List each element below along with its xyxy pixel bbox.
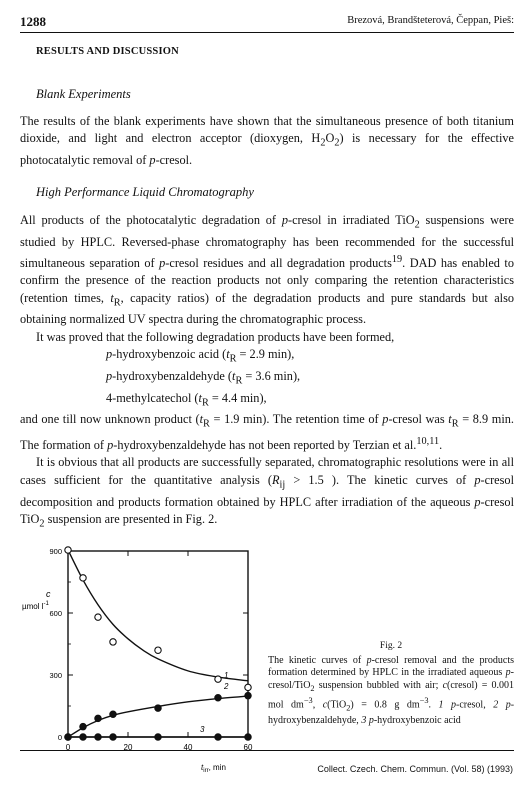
text: suspension bubbled with air; bbox=[314, 679, 443, 691]
text: and one till now unknown product ( bbox=[20, 412, 200, 427]
text: 2 bbox=[310, 683, 315, 693]
subheading-blank: Blank Experiments bbox=[36, 87, 131, 101]
text: -cresol. bbox=[155, 153, 193, 168]
text: p bbox=[149, 153, 156, 168]
text: The kinetic curves of bbox=[268, 654, 367, 666]
x-axis-label bbox=[201, 763, 226, 774]
text: irr bbox=[203, 768, 209, 774]
text: -hydroxybenzaldehyde, bbox=[268, 699, 515, 727]
text: t bbox=[201, 763, 204, 772]
text: t bbox=[226, 347, 230, 362]
text: ) is necessary for the effective photocatalytic removal of bbox=[20, 131, 514, 168]
data-point-series-2 bbox=[95, 715, 101, 721]
data-point-series-3 bbox=[155, 734, 161, 740]
text: > 1.5 ). The kinetic curves of bbox=[285, 472, 475, 487]
data-point-series-1 bbox=[215, 676, 221, 682]
data-point-series-3 bbox=[95, 734, 101, 740]
data-point-series-1 bbox=[155, 647, 161, 653]
text: -cresol TiO bbox=[20, 494, 514, 526]
x-tick-label: 0 bbox=[65, 743, 71, 752]
bottom-rule bbox=[20, 750, 514, 751]
page-number: 1288 bbox=[20, 14, 46, 29]
y-axis-label-c: c bbox=[46, 589, 51, 599]
text: 2 bbox=[334, 137, 340, 149]
paragraph-unknown-product bbox=[20, 411, 514, 454]
data-point-series-1 bbox=[110, 639, 116, 645]
text: R bbox=[229, 353, 237, 365]
list-item bbox=[106, 368, 514, 390]
text: -cresol removal and the products formation determined by HPLC in the irradiated aqueous bbox=[268, 654, 514, 679]
text: suspensions were studied by HPLC. Reversed-phase chromatography has been recommended for the successful simultaneous separation of bbox=[20, 213, 514, 271]
y-axis-label-unit bbox=[22, 601, 49, 611]
text: t bbox=[232, 368, 236, 383]
text: p bbox=[366, 654, 372, 666]
data-point-series-3 bbox=[80, 734, 86, 740]
chart-svg bbox=[18, 537, 266, 777]
text: -cresol/TiO bbox=[268, 667, 514, 691]
text: p bbox=[159, 256, 166, 271]
text: (TiO bbox=[327, 699, 347, 711]
text: All products of the photocatalytic degradation of bbox=[20, 213, 282, 227]
text: -cresol decomposition and products formation obtained by HPLC after irradiation of the aqueous bbox=[20, 472, 514, 509]
x-tick-label: 20 bbox=[123, 743, 133, 752]
subheading-hplc: High Performance Liquid Chromatography bbox=[36, 185, 254, 199]
text: p bbox=[474, 494, 481, 509]
text: , capacity ratios) of the degradation products and pure standards but also obtaining normalized UV spectra during the chromatographic process. bbox=[20, 290, 514, 327]
paragraph-hplc bbox=[20, 212, 514, 533]
text: ) = 0.8 g dm bbox=[350, 699, 420, 711]
data-point-series-1 bbox=[95, 614, 101, 620]
text: The results of the blank experiments have shown that the simultaneous presence of both titanium dioxide, and light and electron acceptor (dioxygen, H bbox=[20, 114, 514, 146]
text: t bbox=[110, 290, 114, 305]
text: -1 bbox=[43, 601, 49, 607]
kinetic-curves-chart bbox=[18, 537, 266, 777]
text: R bbox=[272, 472, 280, 487]
paragraph-resolution bbox=[20, 454, 514, 532]
text: 19 bbox=[391, 254, 403, 266]
data-point-series-2 bbox=[110, 711, 116, 717]
curve-label-3: 3 bbox=[200, 724, 205, 734]
page-header bbox=[20, 14, 514, 33]
y-tick-label: 900 bbox=[49, 547, 62, 556]
text: R bbox=[203, 418, 210, 430]
text: µmol l bbox=[22, 602, 44, 611]
text: t bbox=[198, 390, 202, 405]
chart-layer bbox=[49, 547, 253, 752]
text: 10,11 bbox=[416, 436, 440, 448]
data-point-series-2 bbox=[155, 705, 161, 711]
text: It is obvious that all products are successfully separated, chromatographic resolutions were in all cases sufficient for the quantitative analysis ( bbox=[20, 455, 514, 487]
text: O bbox=[325, 131, 335, 146]
text: R bbox=[201, 397, 209, 409]
text: = 8.9 min. The formation of bbox=[20, 412, 514, 453]
text: -cresol was bbox=[388, 412, 449, 427]
data-point-series-3 bbox=[110, 734, 116, 740]
text: p bbox=[474, 472, 481, 487]
text: = 2.9 min), bbox=[236, 347, 295, 362]
text: . DAD has enabled to confirm the presence of the reaction products not only comparing the retention characteristics (retention times, bbox=[20, 256, 514, 305]
text: -cresol, bbox=[456, 699, 494, 711]
curve-label-2: 2 bbox=[224, 682, 229, 692]
text: 1 p bbox=[438, 699, 456, 711]
text: suspension are presented in Fig. 2. bbox=[44, 511, 218, 526]
y-tick-label: 600 bbox=[49, 609, 62, 618]
product-list bbox=[20, 346, 514, 411]
y-tick-label: 0 bbox=[57, 733, 62, 742]
text: 2 bbox=[414, 219, 420, 231]
x-tick-label: 60 bbox=[243, 743, 253, 752]
text: R bbox=[451, 418, 459, 430]
text: p bbox=[505, 667, 511, 679]
text: c bbox=[322, 699, 328, 711]
text: , bbox=[312, 699, 323, 711]
y-tick-label: 300 bbox=[49, 671, 62, 680]
running-head-authors: Brezová, Brandšteterová, Čeppan, Pieš: bbox=[347, 15, 514, 26]
text: 2 bbox=[39, 518, 45, 530]
text: (cresol) = 0.001 mol dm bbox=[268, 679, 514, 711]
data-point-series-3 bbox=[245, 734, 251, 740]
text: c bbox=[442, 679, 448, 691]
figure-caption bbox=[268, 640, 514, 728]
text: 2 bbox=[346, 703, 351, 713]
text: 2 bbox=[320, 137, 326, 149]
text: = 4.4 min), bbox=[208, 390, 267, 405]
text: 4-methylcatechol ( bbox=[106, 390, 199, 405]
text: −3 bbox=[419, 696, 429, 706]
data-point-series-1 bbox=[80, 575, 86, 581]
text: , min bbox=[208, 763, 226, 772]
text: t bbox=[448, 412, 452, 427]
text: = 1.9 min). The retention time of bbox=[209, 412, 383, 427]
text: p bbox=[382, 412, 389, 427]
curve-label-1: 1 bbox=[224, 671, 229, 681]
text: 3 p bbox=[361, 715, 374, 727]
text: -hydroxybenzaldehyde has not been reported by Terzian et al. bbox=[113, 438, 417, 453]
text: p bbox=[106, 368, 113, 383]
data-point-series-1 bbox=[65, 547, 71, 553]
text: -hydroxybenzaldehyde ( bbox=[112, 368, 233, 383]
data-point-series-1 bbox=[245, 684, 251, 690]
list-item bbox=[106, 390, 514, 412]
text: p bbox=[281, 213, 288, 227]
data-point-series-2 bbox=[215, 695, 221, 701]
figure-label: Fig. 2 bbox=[379, 641, 403, 651]
data-point-series-2 bbox=[80, 723, 86, 729]
data-point-series-3 bbox=[215, 734, 221, 740]
text: -cresol in irradiated TiO bbox=[287, 213, 415, 227]
section-title: RESULTS AND DISCUSSION bbox=[36, 46, 179, 57]
text: . bbox=[439, 438, 443, 453]
text: R bbox=[113, 297, 121, 309]
list-item bbox=[106, 346, 514, 368]
x-tick-label: 40 bbox=[183, 743, 193, 752]
paragraph-blank bbox=[20, 113, 514, 169]
paragraph-products-intro: It was proved that the following degradation products have been formed, bbox=[36, 329, 395, 344]
text: t bbox=[199, 412, 204, 427]
data-point-series-3 bbox=[65, 734, 71, 740]
text: -cresol residues and all degradation products bbox=[165, 256, 392, 271]
text: -hydroxybenzoic acid ( bbox=[112, 347, 227, 362]
text: . bbox=[428, 699, 439, 711]
text: R bbox=[235, 375, 243, 387]
text: 2 p bbox=[493, 699, 511, 711]
text: = 3.6 min), bbox=[242, 368, 301, 383]
text: p bbox=[107, 438, 114, 453]
data-point-series-2 bbox=[245, 692, 251, 698]
text: −3 bbox=[303, 696, 313, 706]
text: ij bbox=[279, 479, 286, 491]
text: p bbox=[106, 347, 113, 362]
text: -hydroxybenzoic acid bbox=[373, 715, 461, 727]
journal-footer: Collect. Czech. Chem. Commun. (Vol. 58) (1993) bbox=[317, 764, 513, 774]
